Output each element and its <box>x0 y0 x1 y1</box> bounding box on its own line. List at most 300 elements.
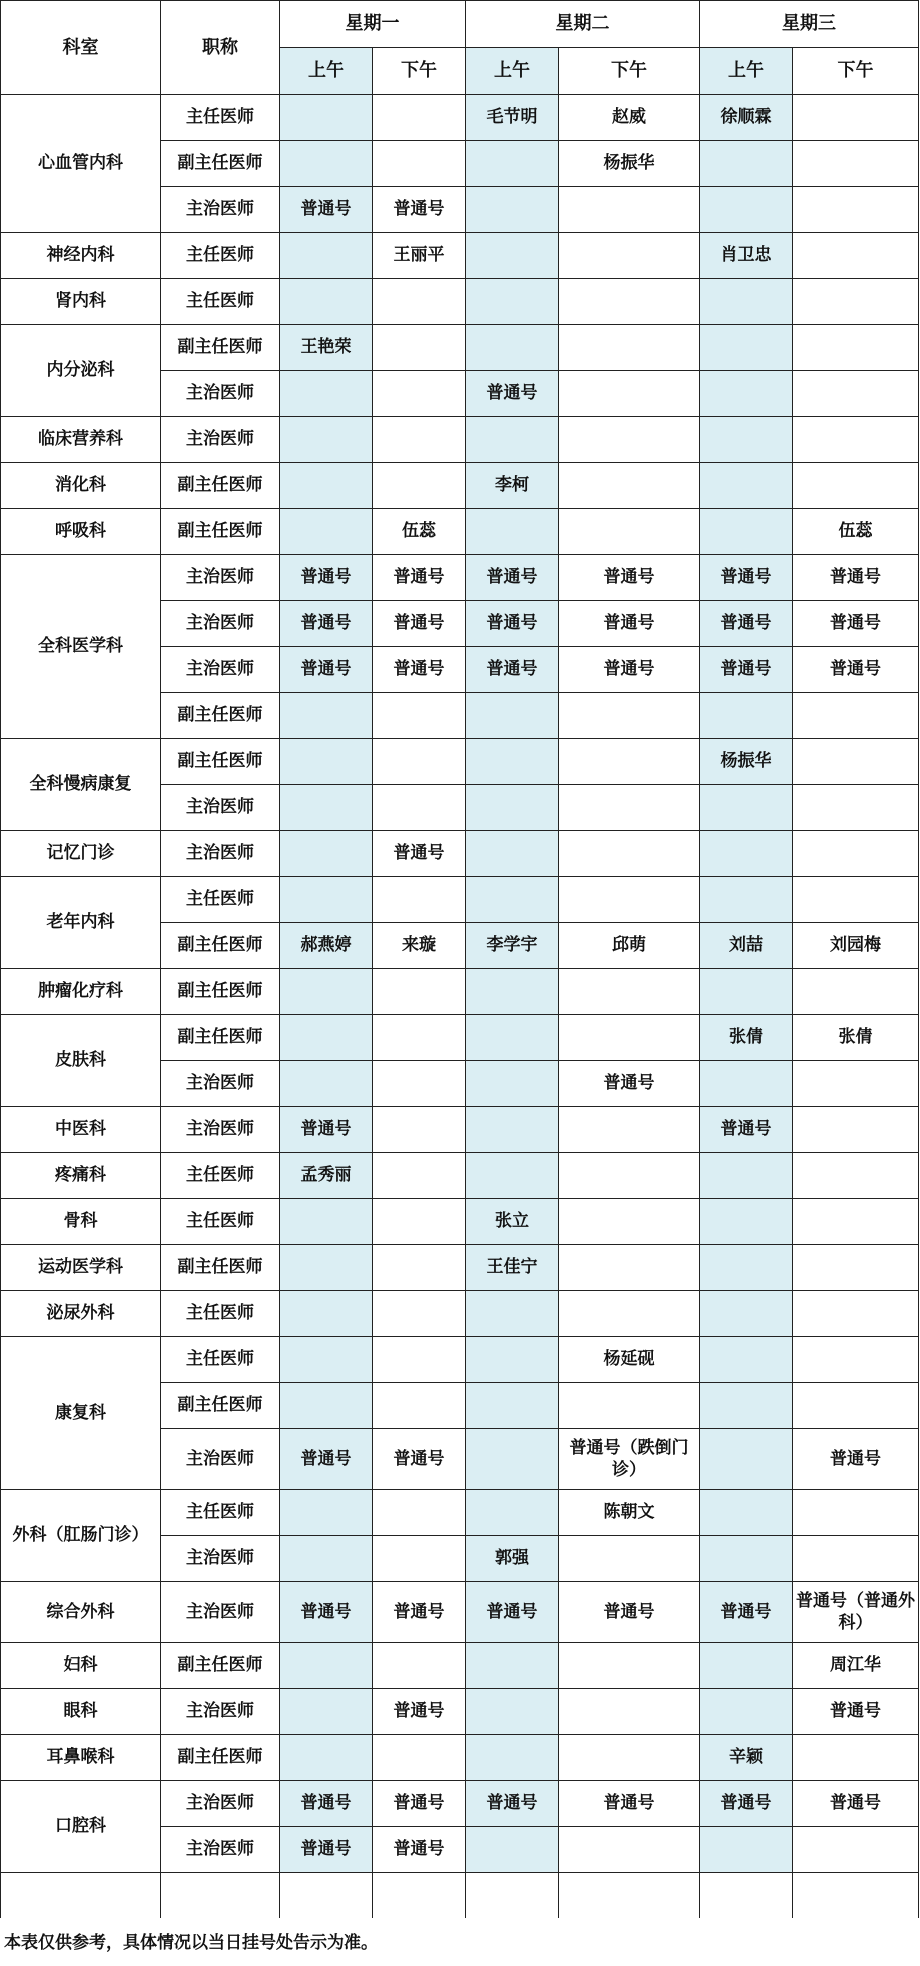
title-cell: 主治医师 <box>161 1107 280 1153</box>
dept-cell: 疼痛科 <box>1 1153 161 1199</box>
schedule-cell <box>700 693 793 739</box>
header-pm: 下午 <box>373 48 466 95</box>
header-am: 上午 <box>466 48 559 95</box>
schedule-cell <box>373 1536 466 1582</box>
schedule-cell <box>280 371 373 417</box>
schedule-cell <box>700 463 793 509</box>
schedule-cell <box>700 785 793 831</box>
schedule-cell <box>373 1291 466 1337</box>
dept-cell: 运动医学科 <box>1 1245 161 1291</box>
schedule-cell: 普通号（普通外科） <box>793 1582 919 1643</box>
table-row <box>1 417 919 463</box>
schedule-cell: 周江华 <box>793 1643 919 1689</box>
schedule-cell <box>373 279 466 325</box>
table-row <box>1 1291 919 1337</box>
schedule-cell: 张立 <box>466 1199 559 1245</box>
schedule-cell <box>466 1643 559 1689</box>
schedule-cell <box>466 1337 559 1383</box>
schedule-cell <box>700 1153 793 1199</box>
spacer-cell <box>161 1873 280 1919</box>
schedule-cell <box>373 463 466 509</box>
schedule-cell <box>559 279 700 325</box>
title-cell: 主治医师 <box>161 1582 280 1643</box>
schedule-cell <box>793 1337 919 1383</box>
dept-cell: 泌尿外科 <box>1 1291 161 1337</box>
schedule-cell <box>700 1337 793 1383</box>
schedule-cell <box>793 693 919 739</box>
schedule-cell: 普通号 <box>280 1827 373 1873</box>
schedule-cell <box>559 371 700 417</box>
schedule-cell: 普通号 <box>793 647 919 693</box>
schedule-cell: 普通号 <box>280 1107 373 1153</box>
spacer-cell <box>700 1873 793 1919</box>
schedule-cell: 普通号 <box>793 601 919 647</box>
table-row <box>1 233 919 279</box>
schedule-cell: 普通号 <box>559 647 700 693</box>
header-dept: 科室 <box>1 1 161 95</box>
table-row <box>1 555 919 601</box>
spacer-cell <box>1 1873 161 1919</box>
schedule-cell <box>280 1735 373 1781</box>
schedule-cell <box>280 739 373 785</box>
schedule-cell <box>793 371 919 417</box>
schedule-cell <box>373 325 466 371</box>
schedule-cell: 普通号 <box>280 601 373 647</box>
table-row <box>1 1153 919 1199</box>
schedule-cell: 普通号 <box>373 1429 466 1490</box>
schedule-cell <box>700 1245 793 1291</box>
title-cell: 副主任医师 <box>161 325 280 371</box>
schedule-cell <box>559 739 700 785</box>
schedule-cell <box>793 877 919 923</box>
schedule-cell <box>700 1643 793 1689</box>
schedule-cell <box>559 233 700 279</box>
dept-cell: 骨科 <box>1 1199 161 1245</box>
table-row <box>1 1582 919 1643</box>
schedule-cell <box>466 233 559 279</box>
schedule-cell <box>793 831 919 877</box>
schedule-cell: 刘喆 <box>700 923 793 969</box>
schedule-cell <box>700 1689 793 1735</box>
schedule-cell <box>280 95 373 141</box>
schedule-cell: 毛节明 <box>466 95 559 141</box>
dept-cell: 中医科 <box>1 1107 161 1153</box>
schedule-cell <box>466 1689 559 1735</box>
header-pm: 下午 <box>793 48 919 95</box>
spacer-cell <box>466 1873 559 1919</box>
schedule-cell <box>700 1490 793 1536</box>
schedule-cell <box>466 279 559 325</box>
schedule-cell: 普通号 <box>466 555 559 601</box>
schedule-cell <box>373 739 466 785</box>
schedule-cell <box>280 1383 373 1429</box>
schedule-cell: 普通号 <box>559 1582 700 1643</box>
schedule-cell: 邱萌 <box>559 923 700 969</box>
title-cell: 主任医师 <box>161 877 280 923</box>
schedule-cell <box>280 141 373 187</box>
schedule-cell <box>559 877 700 923</box>
title-cell: 副主任医师 <box>161 1245 280 1291</box>
schedule-cell: 郭强 <box>466 1536 559 1582</box>
schedule-cell <box>280 233 373 279</box>
schedule-cell <box>373 1490 466 1536</box>
schedule-cell <box>700 1199 793 1245</box>
schedule-cell: 普通号 <box>793 1781 919 1827</box>
schedule-cell <box>373 877 466 923</box>
schedule-cell <box>373 969 466 1015</box>
schedule-cell <box>280 831 373 877</box>
schedule-cell <box>793 1291 919 1337</box>
schedule-cell <box>559 1827 700 1873</box>
schedule-cell <box>373 1015 466 1061</box>
schedule-cell <box>559 1107 700 1153</box>
schedule-cell: 普通号 <box>466 601 559 647</box>
schedule-cell <box>466 325 559 371</box>
schedule-cell <box>559 831 700 877</box>
schedule-cell <box>793 1827 919 1873</box>
schedule-cell <box>373 693 466 739</box>
schedule-cell: 普通号 <box>700 601 793 647</box>
schedule-cell <box>466 831 559 877</box>
schedule-cell: 普通号 <box>280 1429 373 1490</box>
table-row <box>1 279 919 325</box>
schedule-cell <box>559 509 700 555</box>
schedule-cell <box>793 1490 919 1536</box>
schedule-cell <box>559 1015 700 1061</box>
schedule-cell <box>466 1291 559 1337</box>
schedule-cell <box>373 1199 466 1245</box>
schedule-cell <box>280 509 373 555</box>
title-cell: 主治医师 <box>161 1429 280 1490</box>
table-row <box>1 831 919 877</box>
schedule-cell: 普通号 <box>793 1689 919 1735</box>
schedule-cell <box>466 187 559 233</box>
schedule-cell: 普通号 <box>373 555 466 601</box>
schedule-cell: 普通号 <box>373 647 466 693</box>
title-cell: 副主任医师 <box>161 1643 280 1689</box>
schedule-cell <box>280 1490 373 1536</box>
schedule-cell <box>700 877 793 923</box>
schedule-cell: 普通号 <box>373 1582 466 1643</box>
schedule-cell <box>559 463 700 509</box>
schedule-cell <box>466 1015 559 1061</box>
table-header <box>1 1 919 95</box>
title-cell: 主治医师 <box>161 187 280 233</box>
table-row <box>1 969 919 1015</box>
title-cell: 主治医师 <box>161 831 280 877</box>
schedule-cell <box>280 693 373 739</box>
schedule-cell <box>559 325 700 371</box>
schedule-cell: 普通号 <box>373 1689 466 1735</box>
title-cell: 主任医师 <box>161 1490 280 1536</box>
schedule-cell <box>700 371 793 417</box>
title-cell: 主治医师 <box>161 785 280 831</box>
schedule-cell <box>373 371 466 417</box>
title-cell: 副主任医师 <box>161 1383 280 1429</box>
schedule-cell <box>700 279 793 325</box>
schedule-cell <box>700 1291 793 1337</box>
title-cell: 主治医师 <box>161 1061 280 1107</box>
schedule-cell <box>793 1153 919 1199</box>
schedule-cell <box>700 1383 793 1429</box>
schedule-cell <box>280 969 373 1015</box>
schedule-cell <box>373 141 466 187</box>
schedule-cell: 徐顺霖 <box>700 95 793 141</box>
schedule-cell: 来璇 <box>373 923 466 969</box>
schedule-cell <box>700 417 793 463</box>
dept-cell: 消化科 <box>1 463 161 509</box>
dept-cell: 皮肤科 <box>1 1015 161 1107</box>
schedule-cell <box>373 95 466 141</box>
schedule-cell: 普通号 <box>466 371 559 417</box>
schedule-cell <box>793 1735 919 1781</box>
title-cell: 主治医师 <box>161 647 280 693</box>
header-am: 上午 <box>700 48 793 95</box>
schedule-cell <box>559 1245 700 1291</box>
schedule-cell: 普通号 <box>793 1429 919 1490</box>
schedule-cell <box>793 417 919 463</box>
table-body <box>1 95 919 1919</box>
schedule-cell: 普通号 <box>559 601 700 647</box>
schedule-cell <box>373 1107 466 1153</box>
spacer-cell <box>280 1873 373 1919</box>
dept-cell: 老年内科 <box>1 877 161 969</box>
schedule-cell <box>559 1643 700 1689</box>
schedule-cell <box>280 1643 373 1689</box>
schedule-cell: 王佳宁 <box>466 1245 559 1291</box>
schedule-cell <box>373 417 466 463</box>
schedule-cell: 普通号 <box>793 555 919 601</box>
schedule-cell <box>373 1337 466 1383</box>
schedule-cell <box>466 1429 559 1490</box>
dept-cell: 肿瘤化疗科 <box>1 969 161 1015</box>
schedule-cell <box>280 1337 373 1383</box>
schedule-cell <box>280 417 373 463</box>
dept-cell: 眼科 <box>1 1689 161 1735</box>
schedule-cell <box>700 1827 793 1873</box>
schedule-cell <box>466 509 559 555</box>
table-row <box>1 1689 919 1735</box>
schedule-cell: 陈朝文 <box>559 1490 700 1536</box>
schedule-cell <box>559 1153 700 1199</box>
dept-cell: 呼吸科 <box>1 509 161 555</box>
table-row <box>1 95 919 141</box>
schedule-cell <box>793 1383 919 1429</box>
schedule-cell <box>373 785 466 831</box>
schedule-cell: 普通号 <box>466 647 559 693</box>
schedule-cell <box>793 325 919 371</box>
schedule-cell <box>793 187 919 233</box>
spacer-cell <box>373 1873 466 1919</box>
schedule-cell: 王艳荣 <box>280 325 373 371</box>
title-cell: 主治医师 <box>161 1781 280 1827</box>
schedule-cell: 王丽平 <box>373 233 466 279</box>
title-cell: 副主任医师 <box>161 463 280 509</box>
schedule-cell <box>466 1735 559 1781</box>
title-cell: 主治医师 <box>161 1536 280 1582</box>
title-cell: 主任医师 <box>161 1153 280 1199</box>
dept-cell: 综合外科 <box>1 1582 161 1643</box>
schedule-cell <box>793 279 919 325</box>
schedule-cell: 伍蕊 <box>793 509 919 555</box>
schedule-cell: 杨振华 <box>559 141 700 187</box>
schedule-cell <box>280 785 373 831</box>
title-cell: 副主任医师 <box>161 923 280 969</box>
schedule-cell <box>700 1536 793 1582</box>
schedule-cell: 普通号 <box>280 1582 373 1643</box>
schedule-cell <box>700 1429 793 1490</box>
schedule-cell <box>373 1153 466 1199</box>
schedule-cell: 普通号 <box>373 1827 466 1873</box>
schedule-cell: 李柯 <box>466 463 559 509</box>
schedule-cell <box>700 141 793 187</box>
schedule-cell <box>373 1383 466 1429</box>
title-cell: 主任医师 <box>161 1291 280 1337</box>
schedule-cell <box>466 1153 559 1199</box>
schedule-cell: 普通号 <box>700 555 793 601</box>
schedule-cell <box>793 141 919 187</box>
schedule-cell: 普通号 <box>559 555 700 601</box>
schedule-cell <box>373 1245 466 1291</box>
schedule-cell: 普通号 <box>559 1781 700 1827</box>
schedule-cell: 普通号 <box>700 647 793 693</box>
schedule-cell <box>559 1383 700 1429</box>
schedule-cell: 张倩 <box>793 1015 919 1061</box>
schedule-cell <box>466 969 559 1015</box>
title-cell: 主治医师 <box>161 417 280 463</box>
dept-cell: 康复科 <box>1 1337 161 1490</box>
schedule-cell <box>559 693 700 739</box>
title-cell: 主任医师 <box>161 1337 280 1383</box>
schedule-cell <box>466 1827 559 1873</box>
table-row <box>1 1735 919 1781</box>
table-row <box>1 877 919 923</box>
dept-cell: 口腔科 <box>1 1781 161 1873</box>
title-cell: 副主任医师 <box>161 1015 280 1061</box>
header-day-tuesday: 星期二 <box>466 1 700 48</box>
schedule-cell <box>793 1536 919 1582</box>
title-cell: 主任医师 <box>161 233 280 279</box>
schedule-cell <box>559 1689 700 1735</box>
dept-cell: 外科（肛肠门诊） <box>1 1490 161 1582</box>
schedule-cell <box>793 233 919 279</box>
header-pm: 下午 <box>559 48 700 95</box>
schedule-cell <box>793 1245 919 1291</box>
schedule-cell <box>466 739 559 785</box>
schedule-cell <box>559 1199 700 1245</box>
schedule-cell: 普通号 <box>700 1781 793 1827</box>
schedule-cell: 普通号 <box>700 1107 793 1153</box>
dept-cell: 肾内科 <box>1 279 161 325</box>
schedule-cell: 杨振华 <box>700 739 793 785</box>
schedule-cell <box>373 1061 466 1107</box>
schedule-cell <box>793 1061 919 1107</box>
schedule-cell <box>466 1383 559 1429</box>
schedule-cell: 普通号 <box>280 555 373 601</box>
schedule-cell <box>280 279 373 325</box>
table-row <box>1 1490 919 1536</box>
title-cell: 副主任医师 <box>161 969 280 1015</box>
schedule-cell <box>466 785 559 831</box>
schedule-cell <box>559 969 700 1015</box>
schedule-cell <box>466 877 559 923</box>
dept-cell: 耳鼻喉科 <box>1 1735 161 1781</box>
schedule-cell <box>700 325 793 371</box>
schedule-cell <box>280 1015 373 1061</box>
schedule-cell <box>700 969 793 1015</box>
table-row <box>1 739 919 785</box>
schedule-cell: 普通号 <box>373 187 466 233</box>
schedule-cell <box>280 877 373 923</box>
table-row <box>1 1199 919 1245</box>
schedule-cell <box>559 1291 700 1337</box>
schedule-cell <box>559 1536 700 1582</box>
header-title: 职称 <box>161 1 280 95</box>
schedule-cell <box>793 785 919 831</box>
title-cell: 副主任医师 <box>161 509 280 555</box>
schedule-cell <box>280 1291 373 1337</box>
dept-cell: 全科医学科 <box>1 555 161 739</box>
schedule-cell <box>280 463 373 509</box>
schedule-cell <box>466 1107 559 1153</box>
schedule-cell: 伍蕊 <box>373 509 466 555</box>
schedule-cell <box>793 463 919 509</box>
schedule-cell: 普通号 <box>373 601 466 647</box>
dept-cell: 临床营养科 <box>1 417 161 463</box>
schedule-cell <box>280 1245 373 1291</box>
footnote: 本表仅供参考，具体情况以当日挂号处告示为准。 <box>4 1933 378 1953</box>
title-cell: 主治医师 <box>161 601 280 647</box>
dept-cell: 记忆门诊 <box>1 831 161 877</box>
header-day-monday: 星期一 <box>280 1 466 48</box>
schedule-cell: 普通号 <box>700 1582 793 1643</box>
schedule-cell <box>280 1536 373 1582</box>
spacer-cell <box>793 1873 919 1919</box>
spacer-cell <box>559 1873 700 1919</box>
schedule-cell <box>373 1643 466 1689</box>
schedule-cell <box>793 1199 919 1245</box>
schedule-cell <box>280 1061 373 1107</box>
schedule-cell <box>466 417 559 463</box>
schedule-cell: 普通号 <box>559 1061 700 1107</box>
schedule-cell: 赵威 <box>559 95 700 141</box>
title-cell: 主任医师 <box>161 279 280 325</box>
dept-cell: 全科慢病康复 <box>1 739 161 831</box>
table-row <box>1 463 919 509</box>
schedule-cell <box>466 1061 559 1107</box>
table-row <box>1 325 919 371</box>
schedule-cell <box>793 739 919 785</box>
schedule-cell: 杨延砚 <box>559 1337 700 1383</box>
title-cell: 主治医师 <box>161 1689 280 1735</box>
header-day-wednesday: 星期三 <box>700 1 919 48</box>
dept-cell: 心血管内科 <box>1 95 161 233</box>
schedule-cell: 普通号 <box>373 1781 466 1827</box>
title-cell: 副主任医师 <box>161 141 280 187</box>
table-row <box>1 1015 919 1061</box>
schedule-cell <box>280 1689 373 1735</box>
schedule-cell: 李学宇 <box>466 923 559 969</box>
schedule-cell: 张倩 <box>700 1015 793 1061</box>
schedule-cell: 孟秀丽 <box>280 1153 373 1199</box>
title-cell: 副主任医师 <box>161 1735 280 1781</box>
title-cell: 主治医师 <box>161 371 280 417</box>
schedule-cell <box>559 417 700 463</box>
dept-cell: 内分泌科 <box>1 325 161 417</box>
schedule-cell <box>280 1199 373 1245</box>
table-row <box>1 1643 919 1689</box>
schedule-cell <box>559 785 700 831</box>
